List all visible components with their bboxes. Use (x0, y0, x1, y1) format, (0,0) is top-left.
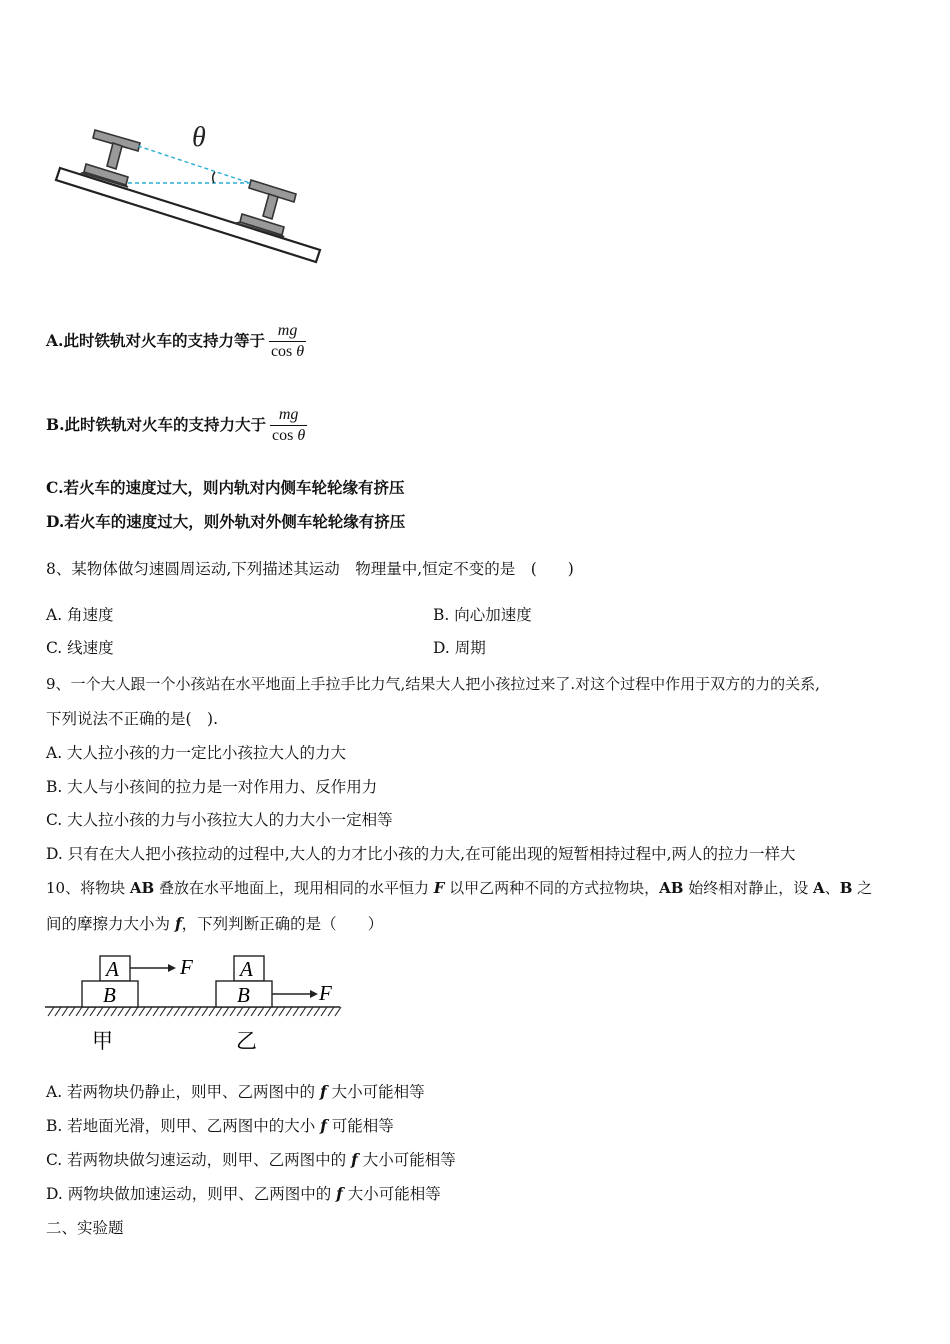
q7-option-d (46, 512, 405, 532)
q9-option-a: A. 大人拉小孩的力一定比小孩拉大人的力大 (46, 744, 347, 762)
hatch-mark (69, 1007, 75, 1016)
yi-label-a: A (240, 957, 253, 981)
jia-label-a: A (106, 957, 119, 981)
q7-option-d-text: 若火车的速度过大，则外轨对外侧车轮轮缘有挤压 (64, 512, 406, 531)
hatch-mark (181, 1007, 187, 1016)
q10-ob-f: f (320, 1116, 327, 1135)
hatch-mark (160, 1007, 166, 1016)
hatch-mark (307, 1007, 313, 1016)
hatch-mark (202, 1007, 208, 1016)
hatch-mark (251, 1007, 257, 1016)
hatch-mark (293, 1007, 299, 1016)
q10-s1d: 始终相对静止，设 (683, 879, 814, 897)
q10-option-a (46, 1082, 425, 1102)
fraction-numerator: mg (277, 321, 298, 339)
jia-label-f: F (180, 955, 193, 979)
hatch-mark (286, 1007, 292, 1016)
q10-s1-ab2: AB (659, 879, 684, 897)
angle-arc (213, 172, 215, 183)
q10-s1f: 之 (852, 879, 873, 897)
q7-option-b-prefix: B. (46, 415, 65, 434)
q10-s1c: 以甲乙两种不同的方式拉物块， (444, 879, 660, 897)
hatch-mark (139, 1007, 145, 1016)
hatch-mark (62, 1007, 68, 1016)
q9-stem-line1: 9、一个大人跟一个小孩站在水平地面上手拉手比力气,结果大人把小孩拉过来了.对这个过程中作用于双方的力的关系, (46, 675, 820, 693)
fraction-den-func-b: cos (272, 426, 294, 444)
hatch-mark (76, 1007, 82, 1016)
q10-s1-A: A (813, 879, 825, 897)
q10-oc-b: 大小可能相等 (357, 1151, 456, 1169)
section-heading: 二、实验题 (46, 1219, 124, 1237)
q8-option-c: C. 线速度 (46, 639, 114, 657)
hatch-mark (125, 1007, 131, 1016)
q8-option-b: B. 向心加速度 (433, 606, 532, 624)
fraction-den-var: θ (296, 342, 305, 360)
fraction-numerator-b: mg (278, 405, 299, 423)
hatch-mark (321, 1007, 327, 1016)
angle-theta-label: θ (192, 122, 206, 153)
q10-ob-b: 可能相等 (326, 1117, 394, 1135)
q9-option-b: B. 大人与小孩间的拉力是一对作用力、反作用力 (46, 778, 378, 796)
q10-s1-B: B (839, 879, 853, 897)
q10-ob-a: B. 若地面光滑，则甲、乙两图中的大小 (46, 1117, 321, 1135)
q9-option-d: D. 只有在大人把小孩拉动的过程中,大人的力才比小孩的力大,在可能出现的短暂相持过程中,两人的拉力一样大 (46, 845, 796, 863)
q10-s1b: 叠放在水平地面上，现用相同的水平恒力 (154, 879, 434, 897)
fraction-den-func: cos (270, 342, 293, 360)
q7-option-d-prefix: D. (46, 512, 65, 531)
q10-oc-f: f (351, 1150, 358, 1169)
jia-caption: 甲 (92, 1029, 113, 1053)
q10-oa-a: A. 若两物块仍静止，则甲、乙两图中的 (46, 1083, 320, 1101)
hatch-mark (132, 1007, 138, 1016)
jia-label-b: B (103, 983, 116, 1007)
hatch-mark (272, 1007, 278, 1016)
q10-s2a: 间的摩擦力大小为 (46, 915, 175, 933)
hatch-mark (174, 1007, 180, 1016)
hatch-mark (90, 1007, 96, 1016)
q10-option-d (46, 1184, 441, 1204)
q10-s1-ab: AB (129, 879, 155, 897)
hatch-mark (188, 1007, 194, 1016)
q10-option-b (46, 1116, 394, 1136)
blocks-figure (40, 950, 350, 1060)
hatch-mark (258, 1007, 264, 1016)
q10-oc-a: C. 若两物块做匀速运动，则甲、乙两图中的 (46, 1151, 352, 1169)
hatch-mark (48, 1007, 54, 1016)
hatch-mark (104, 1007, 110, 1016)
fraction-denominator-b (270, 425, 307, 446)
hatch-mark (223, 1007, 229, 1016)
q10-s1e: 、 (824, 879, 840, 897)
q7-option-c-prefix: C. (46, 478, 64, 497)
hatch-mark (167, 1007, 173, 1016)
hatch-mark (279, 1007, 285, 1016)
hatch-mark (209, 1007, 215, 1016)
hatch-mark (237, 1007, 243, 1016)
q10-s1a: 10、将物块 (46, 879, 130, 897)
fraction-mg-over-cos-theta-b (270, 405, 307, 446)
rail-incline-figure (40, 110, 340, 280)
q7-option-a-text: 此时铁轨对火车的支持力等于 (63, 331, 265, 350)
hatch-mark (314, 1007, 320, 1016)
hatch-mark (300, 1007, 306, 1016)
hatch-mark (265, 1007, 271, 1016)
yi-arrowhead-icon (310, 990, 318, 998)
q7-option-c-text: 若火车的速度过大，则内轨对内侧车轮轮缘有挤压 (63, 478, 405, 497)
fraction-mg-over-cos-theta (269, 321, 306, 362)
q8-stem: 8、某物体做匀速圆周运动,下列描述其运动 物理量中,恒定不变的是 ( ) (46, 560, 574, 578)
jia-arrowhead-icon (168, 964, 176, 972)
incline-base (56, 168, 320, 262)
q10-s2-f: f (174, 914, 182, 933)
hatch-mark (216, 1007, 222, 1016)
q10-stem-line2 (46, 914, 383, 934)
hatch-mark (230, 1007, 236, 1016)
q10-option-c (46, 1150, 456, 1170)
q7-option-c (46, 478, 404, 498)
q8-option-d: D. 周期 (433, 639, 486, 657)
fraction-den-var-b: θ (297, 426, 306, 444)
q10-od-a: D. 两物块做加速运动，则甲、乙两图中的 (46, 1185, 337, 1203)
hatch-mark (146, 1007, 152, 1016)
hatch-mark (328, 1007, 334, 1016)
fraction-denominator (269, 341, 306, 362)
yi-label-b: B (237, 983, 250, 1007)
hatch-mark (118, 1007, 124, 1016)
q10-oa-f: f (319, 1082, 327, 1101)
q10-stem-line1 (46, 878, 872, 898)
hatch-mark (195, 1007, 201, 1016)
hatch-mark (97, 1007, 103, 1016)
yi-label-f: F (319, 981, 332, 1005)
ground-hatching (48, 1007, 341, 1016)
hatch-mark (111, 1007, 117, 1016)
q8-option-a: A. 角速度 (46, 606, 114, 624)
q7-option-a (46, 317, 306, 365)
hatch-mark (335, 1007, 341, 1016)
q9-stem-line2: 下列说法不正确的是( ). (46, 710, 219, 728)
q10-od-b: 大小可能相等 (342, 1185, 441, 1203)
hatch-mark (83, 1007, 89, 1016)
hatch-mark (55, 1007, 61, 1016)
q10-s1-F: F (433, 879, 445, 897)
hatch-mark (153, 1007, 159, 1016)
yi-caption: 乙 (236, 1029, 257, 1053)
hatch-mark (244, 1007, 250, 1016)
q7-option-a-prefix: A. (46, 331, 64, 350)
q9-option-c: C. 大人拉小孩的力与小孩拉大人的力大小一定相等 (46, 811, 393, 829)
q10-s2b: ，下列判断正确的是（ ） (181, 915, 384, 933)
q7-option-b-text: 此时铁轨对火车的支持力大于 (64, 415, 267, 434)
q10-od-f: f (336, 1184, 343, 1203)
q7-option-b (46, 401, 307, 449)
q10-oa-b: 大小可能相等 (326, 1083, 425, 1101)
